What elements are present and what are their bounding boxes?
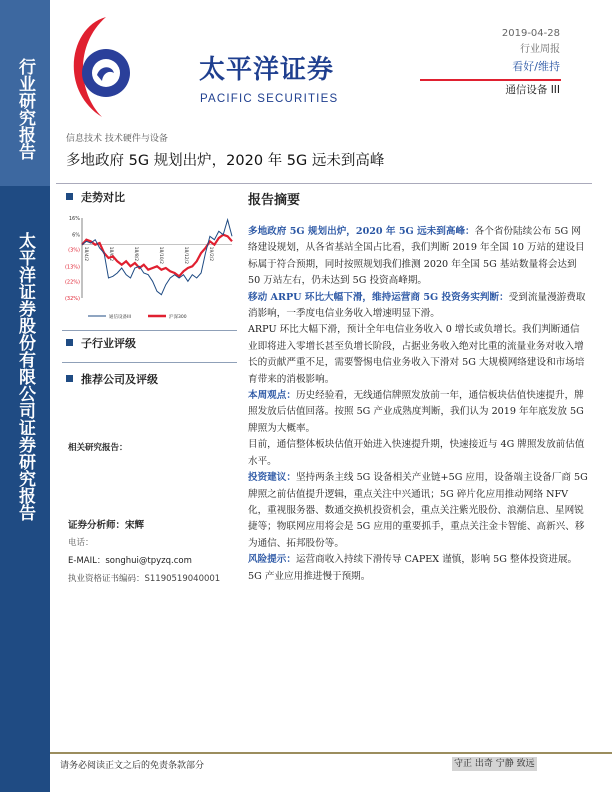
summary-paragraph-text: 历史经验看，无线通信牌照发放前一年，通信板块估值快速提升，牌照发放后估值回落。按照 5G 产业成熟度判断，我们认为 2019 年年底发放 5G 牌照为大概率。 [248,390,584,434]
report-date: 2019-04-28 [501,28,560,39]
y-tick-label: 16% [68,216,80,222]
footer-motto: 守正 出奇 宁静 致远 [454,759,535,769]
summary-paragraph-text: 运营商收入持续下滑传导 CAPEX 谨慎，影响 5G 整体投资进展。5G 产业应用推进慢于预期。 [248,554,578,582]
summary-paragraph-highlight: 移动 ARPU 环比大幅下滑，维持运营商 5G 投资务实判断： [248,291,509,303]
summary-paragraph [248,552,588,585]
industry-name: 通信设备 III [505,84,560,96]
company-logo [64,15,339,120]
sub-rating-heading [66,337,136,351]
summary-paragraph-highlight: 投资建议： [248,472,296,484]
industry-rating: 看好/维持 [512,60,560,73]
x-tick-label: 18/10/2 [158,246,163,265]
sidebar-report-category: 行业研究报告 [15,58,35,160]
summary-paragraph [248,388,588,437]
page-title: 多地政府 5G 规划出炉，2020 年 5G 远未到高峰 [66,153,385,169]
summary-paragraph-text: 各个省份陆续公布 5G 网络建设规划，从各省基站全国占比看，我们判断 2019 年全国 10 万站的建设目标属于符合预期，同时按照规划我们推测 2020 年全国 5G 基站数量将会达到 50 万站左右，仍未达到 5G 投资高峰期。 [248,226,585,287]
x-tick-label: 18/12/2 [183,246,188,265]
trend-chart [60,210,240,325]
section-divider [62,362,237,363]
legend-label: 通信设备III [109,315,131,320]
summary-body [248,224,588,585]
footer-divider [50,752,612,754]
y-tick-label: (32%) [64,296,80,302]
summary-paragraph [248,322,588,388]
summary-paragraph [248,470,588,552]
x-tick-label: 18/4/2 [83,246,88,262]
footer-disclaimer: 请务必阅读正文之后的免责条款部分 [60,761,205,771]
related-reports-label: 相关研究报告： [68,443,128,453]
sub-industry: 信息技术 技术硬件与设备 [66,134,168,144]
y-tick-label: (22%) [64,279,80,286]
bullet-square-icon [66,339,73,346]
x-tick-label: 18/6/2 [108,246,113,262]
legend-label: 沪深300 [169,315,187,320]
summary-paragraph-text: 受到流量漫游费取消影响，一季度电信业务收入增速明显下滑。 [248,291,586,320]
analyst-phone: 电话： [68,538,94,548]
rating-underline [420,79,561,81]
analyst-name: 证券分析师：宋辉 [68,520,145,531]
title-divider [56,183,592,184]
y-tick-label: 6% [72,232,80,239]
sidebar-company-label: 太平洋证券股份有限公司证券研究报告 [15,232,35,521]
logo-mark-icon [64,15,134,120]
companies-heading [66,373,158,387]
companies-title: 推荐公司及评级 [81,373,158,386]
summary-paragraph-text: 坚持两条主线 5G 设备相关产业链+5G 应用，设备端主设备厂商 5G 牌照之前估值提升逻辑，重点关注中兴通讯；5G 碎片化应用推动网络 NFV 化，重视服务器、数通交换机投资机会，重点关注紫光股份、浪潮信息、星网锐捷等；物联网应用将会是 5G 应用的重要抓手，重点关注金卡智能、高新兴、移为通信、拓邦股份等。 [248,472,588,549]
sub-rating-title: 子行业评级 [81,337,136,350]
summary-paragraph-highlight: 多地政府 5G 规划出炉，2020 年 5G 远未到高峰： [248,226,475,237]
bullet-square-icon [66,375,73,382]
x-tick-label: 19/2/2 [208,246,213,262]
y-tick-label: (3%) [68,247,80,254]
summary-heading: 报告摘要 [248,193,301,208]
analyst-email[interactable]: E-MAIL：songhui@tpyzq.com [68,556,192,566]
summary-paragraph-highlight: 风险提示： [248,554,296,566]
summary-paragraph-text: ARPU 环比大幅下滑，预计全年电信业务收入 0 增长或负增长。我们判断通信业即将进入零增长甚至负增长阶段，占据业务收入绝对比重的流量业务对收入增长的贡献严重不足，需要警惕电信业务收入下滑对 5G 大规模网络建设和市场培育带来的消极影响。 [248,324,585,385]
analyst-cert: 执业资格证书编码：S1190519040001 [68,574,221,584]
trend-heading [66,191,125,205]
summary-paragraph [248,437,588,470]
summary-paragraph [248,224,588,290]
section-divider [62,330,237,331]
logo-en-text: PACIFIC SECURITIES [200,93,339,105]
report-type: 行业周报 [520,44,560,55]
x-tick-label: 18/8/2 [133,246,138,262]
y-tick-label: (13%) [64,264,80,271]
summary-paragraph [248,290,588,323]
bullet-square-icon [66,193,73,200]
summary-paragraph-highlight: 本周观点： [248,390,296,402]
summary-paragraph-text: 目前，通信整体板块估值开始进入快速提升期，快速接近与 4G 牌照发放前估值水平。 [248,439,585,467]
logo-cn-text: 太平洋证券 [199,55,335,85]
trend-title: 走势对比 [81,191,125,204]
